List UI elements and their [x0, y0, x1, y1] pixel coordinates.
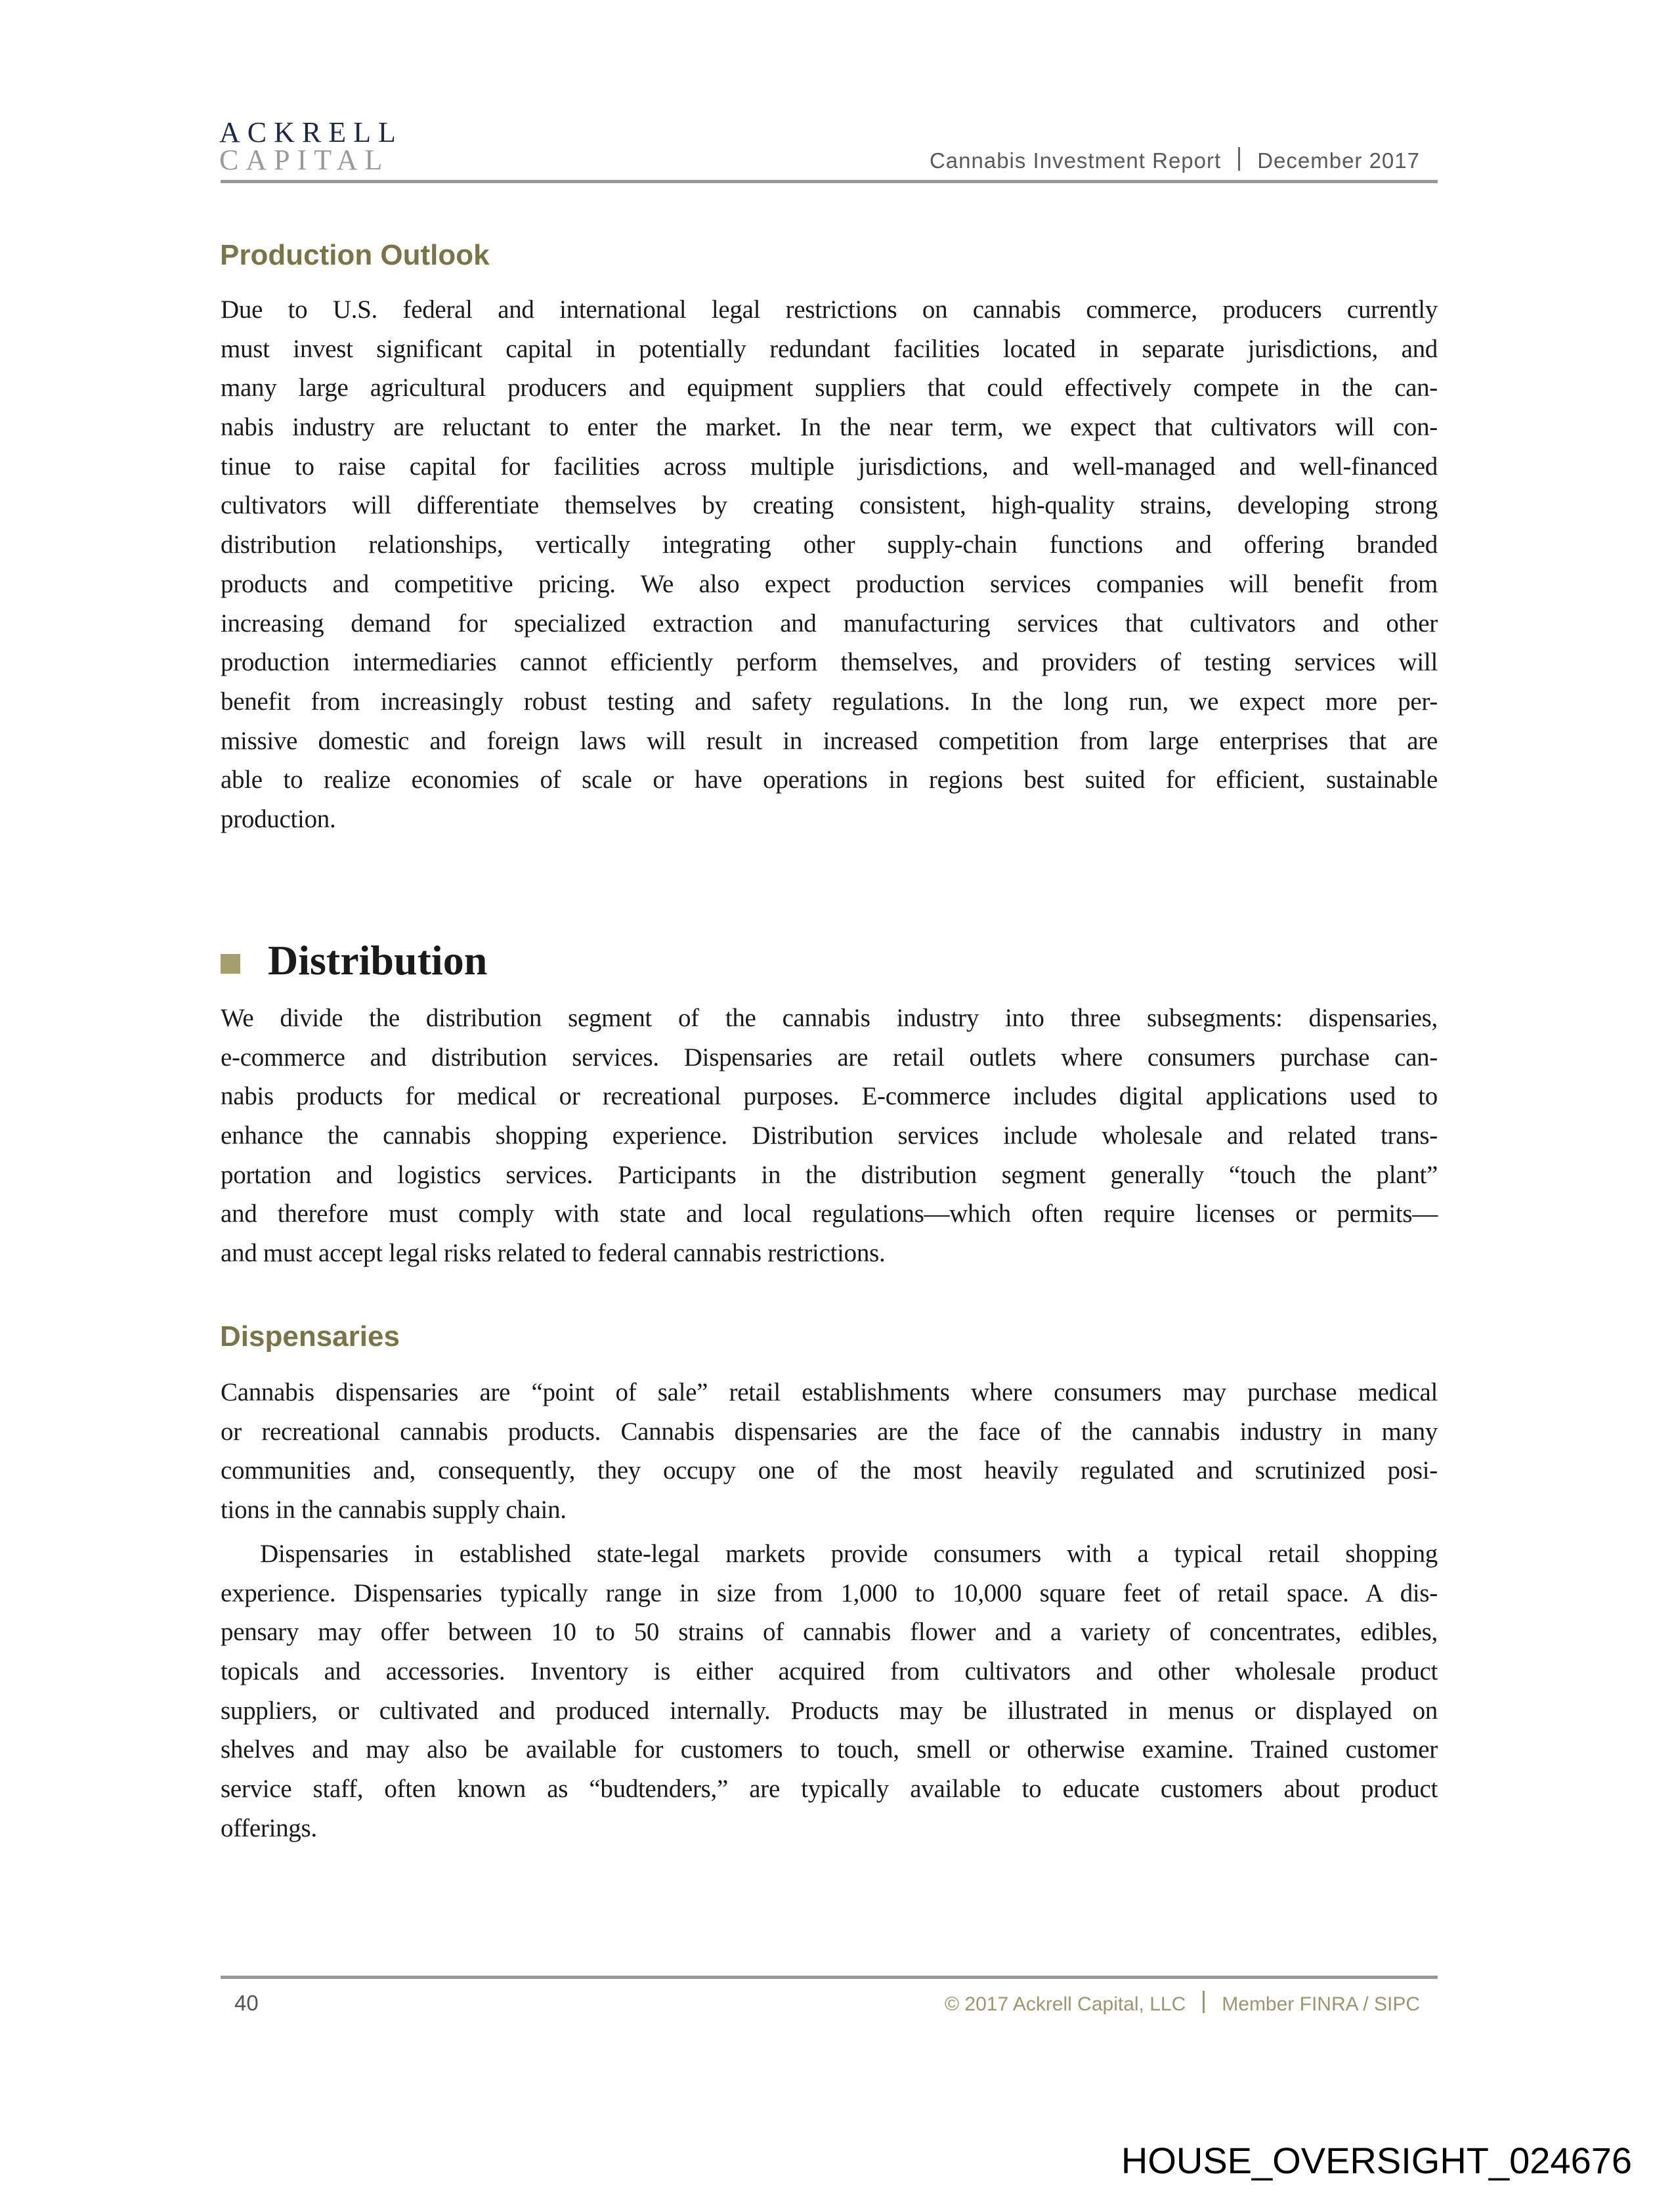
text-line: production. — [221, 804, 336, 833]
heading-dispensaries: Dispensaries — [220, 1320, 400, 1353]
paragraph-distribution — [221, 999, 1438, 1273]
paragraph-production-outlook — [221, 290, 1438, 839]
text-line: offerings. — [221, 1813, 317, 1842]
text-line: suppliers, or cultivated and produced internally. Products may be illustrated in menus or displayed on — [221, 1696, 1438, 1725]
heading-distribution: Distribution — [268, 937, 488, 984]
text-line: Cannabis dispensaries are “point of sale” retail establishments where consumers may purchase medical — [221, 1378, 1438, 1406]
text-line: service staff, often known as “budtenders,” are typically available to educate customers about product — [221, 1775, 1438, 1804]
membership: Member FINRA / SIPC — [1222, 1993, 1420, 2015]
logo-ackrell: ACKRELL — [219, 116, 403, 148]
footer-separator — [1203, 1991, 1205, 2013]
text-line: nabis industry are reluctant to enter the market. In the near term, we expect that cultivators will con- — [221, 413, 1438, 442]
section-bullet-icon — [221, 954, 240, 974]
logo-capital: CAPITAL — [219, 144, 390, 176]
copyright: © 2017 Ackrell Capital, LLC — [944, 1993, 1186, 2015]
text-line: Due to U.S. federal and international legal restrictions on cannabis commerce, producers currently — [221, 295, 1438, 324]
text-line: production intermediaries cannot efficiently perform themselves, and providers of testing services will — [221, 648, 1438, 677]
text-line: portation and logistics services. Participants in the distribution segment generally “touch the plant” — [221, 1160, 1438, 1189]
text-line: communities and, consequently, they occupy one of the most heavily regulated and scrutinized posi- — [221, 1456, 1438, 1485]
text-line: tions in the cannabis supply chain. — [221, 1496, 567, 1525]
text-line: experience. Dispensaries typically range in size from 1,000 to 10,000 square feet of retail space. A dis- — [221, 1578, 1438, 1607]
text-line: and must accept legal risks related to federal cannabis restrictions. — [221, 1239, 886, 1268]
text-line: and therefore must comply with state and local regulations—which often require licenses or permits— — [221, 1200, 1438, 1228]
text-line: shelves and may also be available for customers to touch, smell or otherwise examine. Trained customer — [221, 1735, 1438, 1764]
text-line: topicals and accessories. Inventory is either acquired from cultivators and other wholesale product — [221, 1657, 1438, 1686]
running-header — [930, 147, 1420, 173]
paragraph-dispensaries-1 — [221, 1373, 1438, 1530]
text-line: able to realize economies of scale or have operations in regions best suited for efficient, sustainable — [221, 766, 1438, 794]
footer-rule — [221, 1976, 1438, 1979]
text-line: pensary may offer between 10 to 50 strains of cannabis flower and a variety of concentrates, edibles, — [221, 1618, 1438, 1647]
text-line: e-commerce and distribution services. Dispensaries are retail outlets where consumers purchase can- — [221, 1043, 1438, 1072]
text-line: or recreational cannabis products. Cannabis dispensaries are the face of the cannabis industry in many — [221, 1417, 1438, 1446]
text-line: We divide the distribution segment of the cannabis industry into three subsegments: dispensaries, — [221, 1004, 1438, 1032]
text-line: distribution relationships, vertically integrating other supply-chain functions and offering branded — [221, 531, 1438, 559]
paragraph-dispensaries-2 — [221, 1534, 1438, 1848]
bates-stamp: HOUSE_OVERSIGHT_024676 — [1121, 2140, 1632, 2181]
text-line: increasing demand for specialized extraction and manufacturing services that cultivators and other — [221, 609, 1438, 638]
text-line: tinue to raise capital for facilities across multiple jurisdictions, and well-managed and well-financed — [221, 452, 1438, 481]
text-line: nabis products for medical or recreational purposes. E-commerce includes digital applications used to — [221, 1082, 1438, 1111]
heading-production-outlook: Production Outlook — [220, 239, 490, 271]
text-line: must invest significant capital in potentially redundant facilities located in separate jurisdictions, and — [221, 334, 1438, 363]
text-line: many large agricultural producers and equipment suppliers that could effectively compete in the can- — [221, 374, 1438, 402]
report-date: December 2017 — [1257, 148, 1420, 173]
text-line: enhance the cannabis shopping experience. Distribution services include wholesale and related trans- — [221, 1121, 1438, 1150]
text-line: benefit from increasingly robust testing and safety regulations. In the long run, we expect more per- — [221, 687, 1438, 716]
page-number: 40 — [234, 1991, 259, 2015]
header-separator — [1238, 147, 1240, 171]
text-line: missive domestic and foreign laws will result in increased competition from large enterprises that are — [221, 726, 1438, 755]
header-rule — [221, 180, 1438, 183]
text-line: products and competitive pricing. We also expect production services companies will benefit from — [221, 569, 1438, 598]
text-line: cultivators will differentiate themselves by creating consistent, high-quality strains, developing strong — [221, 491, 1438, 520]
text-line: Dispensaries in established state-legal markets provide consumers with a typical retail shopping — [260, 1540, 1438, 1568]
report-title: Cannabis Investment Report — [929, 148, 1222, 173]
footer-legal — [945, 1991, 1420, 2016]
